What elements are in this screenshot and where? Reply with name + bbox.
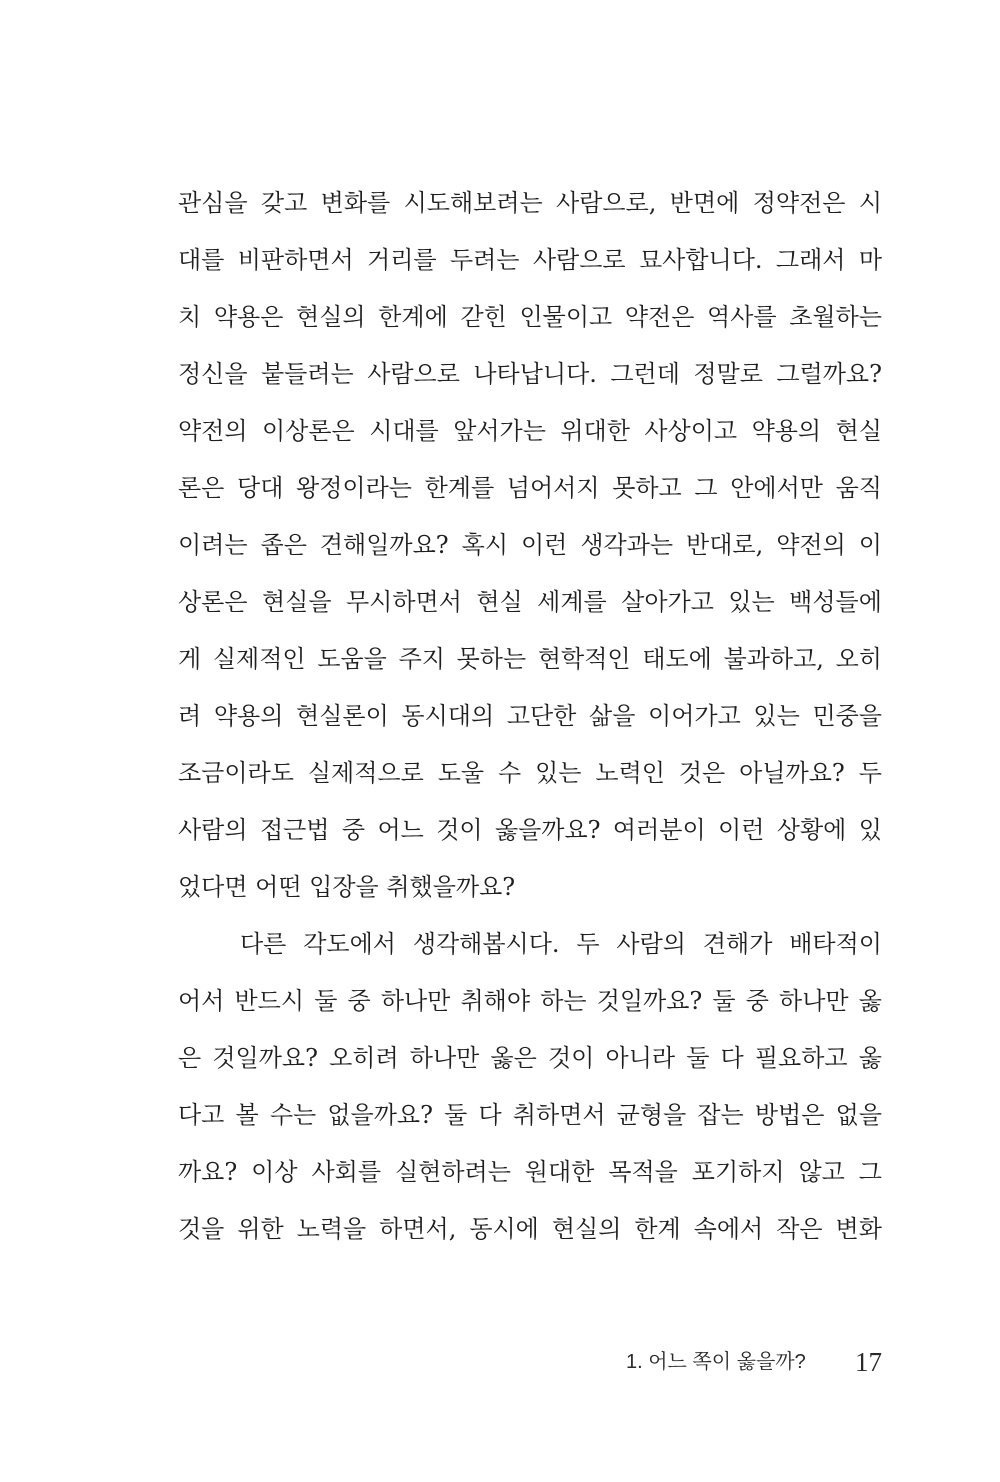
word: 것을 xyxy=(178,1215,225,1243)
word: 둘 xyxy=(686,1044,710,1072)
word: 오히려 xyxy=(329,1044,399,1072)
word: 이런 xyxy=(718,816,765,844)
word: 무시하면서 xyxy=(346,588,462,616)
text-line xyxy=(178,1144,882,1201)
word: 있 xyxy=(858,816,882,844)
word: 한계에 xyxy=(378,303,448,331)
word: 한계를 xyxy=(424,474,495,502)
word: 시대를 xyxy=(369,417,439,445)
word: 둘 xyxy=(444,1101,468,1129)
word: 세계를 xyxy=(537,588,607,616)
word: 필요하고 xyxy=(754,1044,848,1072)
word: 도울 xyxy=(437,759,485,787)
word: 한계 xyxy=(634,1215,681,1243)
word: 여러분이 xyxy=(612,816,706,844)
word: 그 xyxy=(858,1158,882,1186)
text-line: 었다면 어떤 입장을 취했을까요? xyxy=(178,873,516,901)
word: 불과하고, xyxy=(723,645,824,673)
word: 하나만 xyxy=(409,1044,480,1072)
word: 좁은 xyxy=(260,531,307,559)
text-line-indented xyxy=(178,916,882,973)
word: 실제적인 xyxy=(212,645,306,673)
word: 목적을 xyxy=(608,1158,678,1186)
word: 려 xyxy=(178,702,202,730)
word: 주지 xyxy=(398,645,445,673)
word: 옳 xyxy=(858,987,882,1015)
word: 없을 xyxy=(835,1101,882,1129)
word: 정약전은 xyxy=(752,189,846,217)
word: 방법은 xyxy=(754,1101,825,1129)
word: 반대로, xyxy=(686,531,764,559)
word: 대를 xyxy=(178,246,225,274)
text-line xyxy=(178,403,882,460)
word: 현실 xyxy=(835,417,882,445)
word: 초월하는 xyxy=(789,303,882,331)
word: 포기하지 xyxy=(691,1158,785,1186)
text-line xyxy=(178,232,882,289)
word: 옳은 xyxy=(490,1044,537,1072)
word: 그래서 xyxy=(775,246,846,274)
word: 다른 xyxy=(240,930,287,958)
word: 사람으로, xyxy=(556,189,657,217)
word: 시도해보려는 xyxy=(403,189,543,217)
word: 견해가 xyxy=(702,930,773,958)
word: 두 xyxy=(576,930,600,958)
word: 하면서, xyxy=(379,1215,457,1243)
word: 것이 xyxy=(548,1044,595,1072)
word: 현실을 xyxy=(262,588,332,616)
word: 있는 xyxy=(753,702,800,730)
word: 인물이고 xyxy=(519,303,613,331)
text-line xyxy=(178,289,882,346)
word: 아닐까요? xyxy=(739,759,845,787)
word: 역사를 xyxy=(707,303,777,331)
word: 까요? xyxy=(178,1158,238,1186)
word: 못하고 xyxy=(612,474,682,502)
text-line xyxy=(178,688,882,745)
word: 나타납니다. xyxy=(473,360,597,388)
word: 현실론이 xyxy=(296,702,389,730)
word: 사람으로 xyxy=(532,246,626,274)
word: 상론은 xyxy=(178,588,248,616)
text-line xyxy=(178,574,882,631)
paragraph xyxy=(178,916,882,1258)
text-line xyxy=(178,1087,882,1144)
word: 잡는 xyxy=(697,1101,744,1129)
word: 것이 xyxy=(436,816,483,844)
word: 갇힌 xyxy=(460,303,507,331)
body-text xyxy=(178,175,882,1258)
word: 앞서가는 xyxy=(453,417,546,445)
word: 위대한 xyxy=(560,417,630,445)
word: 약용의 xyxy=(213,702,284,730)
word: 이려는 xyxy=(178,531,248,559)
word: 취하면서 xyxy=(512,1101,606,1129)
word: 그 xyxy=(694,474,718,502)
word: 것은 xyxy=(678,759,726,787)
word: 시 xyxy=(858,189,882,217)
word: 변화 xyxy=(835,1215,882,1243)
word: 볼 xyxy=(235,1101,259,1129)
word: 비판하면서 xyxy=(237,246,354,274)
word: 균형을 xyxy=(616,1101,687,1129)
word: 이 xyxy=(858,531,882,559)
word: 못하는 xyxy=(456,645,527,673)
word: 아니라 xyxy=(605,1044,676,1072)
word: 둘 xyxy=(314,987,338,1015)
word: 하는 xyxy=(540,987,587,1015)
word: 이상론은 xyxy=(262,417,355,445)
word: 하나만 xyxy=(380,987,451,1015)
word: 이어가고 xyxy=(648,702,741,730)
word: 노력인 xyxy=(595,759,665,787)
word: 실제적으로 xyxy=(307,759,424,787)
word: 수는 xyxy=(269,1101,317,1129)
word: 중 xyxy=(347,987,371,1015)
text-line xyxy=(178,802,882,859)
word: 위한 xyxy=(237,1215,284,1243)
word: 움직 xyxy=(835,474,882,502)
word: 배타적이 xyxy=(789,930,882,958)
word: 거리를 xyxy=(367,246,437,274)
word: 반면에 xyxy=(669,189,740,217)
text-line xyxy=(178,1030,882,1087)
word: 혹시 xyxy=(461,531,509,559)
word: 넘어서지 xyxy=(506,474,600,502)
word: 정신을 xyxy=(178,360,248,388)
word: 없을까요? xyxy=(327,1101,433,1129)
word: 민중을 xyxy=(812,702,882,730)
word: 다 xyxy=(478,1101,502,1129)
word: 론은 xyxy=(178,474,225,502)
word: 어서 xyxy=(178,987,225,1015)
paragraph xyxy=(178,175,882,916)
text-line xyxy=(178,745,882,802)
word: 현실의 xyxy=(296,303,366,331)
word: 그런데 xyxy=(610,360,680,388)
word: 당대 xyxy=(237,474,284,502)
word: 작은 xyxy=(776,1215,823,1243)
word: 취해야 xyxy=(460,987,531,1015)
word: 둘 xyxy=(712,987,736,1015)
word: 두려는 xyxy=(449,246,520,274)
word: 삶을 xyxy=(589,702,636,730)
word: 정말로 xyxy=(693,360,763,388)
word: 고단한 xyxy=(506,702,577,730)
word: 사회를 xyxy=(311,1158,382,1186)
word: 현실 xyxy=(476,588,523,616)
word: 태도에 xyxy=(642,645,712,673)
word: 원대한 xyxy=(524,1158,595,1186)
word: 도움을 xyxy=(317,645,387,673)
word: 있는 xyxy=(728,588,775,616)
word: 동시대의 xyxy=(401,702,495,730)
word: 약용의 xyxy=(751,417,822,445)
text-line xyxy=(178,973,882,1030)
word: 노력을 xyxy=(296,1215,367,1243)
word: 현실의 xyxy=(551,1215,622,1243)
word: 붙들려는 xyxy=(261,360,354,388)
word: 안에서만 xyxy=(730,474,823,502)
word: 중 xyxy=(341,816,366,844)
word: 치 xyxy=(178,303,202,331)
word: 것일까요? xyxy=(212,1044,318,1072)
word: 하나만 xyxy=(779,987,849,1015)
word: 조금이라도 xyxy=(178,759,294,787)
word: 어느 xyxy=(377,816,424,844)
word: 상황에 xyxy=(776,816,847,844)
word: 다 xyxy=(720,1044,744,1072)
word: 생각해봅시다. xyxy=(412,930,560,958)
word: 있는 xyxy=(535,759,582,787)
word: 중 xyxy=(745,987,769,1015)
word: 약전의 xyxy=(178,417,248,445)
word: 옳 xyxy=(858,1044,882,1072)
text-line xyxy=(178,631,882,688)
word: 게 xyxy=(178,645,202,673)
word: 관심을 xyxy=(178,189,248,217)
word: 살아가고 xyxy=(621,588,714,616)
word: 그럴까요? xyxy=(776,360,882,388)
word: 두 xyxy=(858,759,882,787)
word: 이런 xyxy=(520,531,568,559)
word: 마 xyxy=(858,246,882,274)
word: 반드시 xyxy=(234,987,305,1015)
word: 이상 xyxy=(251,1158,298,1186)
text-line xyxy=(178,346,882,403)
word: 은 xyxy=(178,1044,202,1072)
text-line xyxy=(178,460,882,517)
word: 현학적인 xyxy=(537,645,631,673)
word: 백성들에 xyxy=(789,588,882,616)
word: 생각과는 xyxy=(580,531,674,559)
word: 접근법 xyxy=(259,816,330,844)
word: 다고 xyxy=(178,1101,225,1129)
word: 왕정이라는 xyxy=(296,474,412,502)
word: 수 xyxy=(497,759,522,787)
text-line xyxy=(178,175,882,232)
word: 약전의 xyxy=(776,531,846,559)
word: 옳을까요? xyxy=(494,816,601,844)
word: 약전은 xyxy=(624,303,695,331)
word: 사람의 xyxy=(178,816,248,844)
word: 오히 xyxy=(835,645,882,673)
text-line xyxy=(178,1201,882,1258)
word: 견해일까요? xyxy=(319,531,449,559)
word: 속에서 xyxy=(693,1215,764,1243)
word: 사람의 xyxy=(616,930,686,958)
text-line xyxy=(178,517,882,574)
word: 갖고 xyxy=(260,189,308,217)
word: 실현하려는 xyxy=(394,1158,511,1186)
word: 동시에 xyxy=(469,1215,539,1243)
word: 사상이고 xyxy=(644,417,738,445)
word: 약용은 xyxy=(213,303,284,331)
word: 각도에서 xyxy=(303,930,396,958)
word: 묘사합니다. xyxy=(638,246,763,274)
word: 않고 xyxy=(798,1158,845,1186)
word: 것일까요? xyxy=(596,987,703,1015)
word: 변화를 xyxy=(320,189,391,217)
running-title: 1. 어느 쪽이 옳을까? xyxy=(626,1351,806,1373)
word: 사람으로 xyxy=(367,360,460,388)
page-number: 17 xyxy=(855,1347,882,1377)
